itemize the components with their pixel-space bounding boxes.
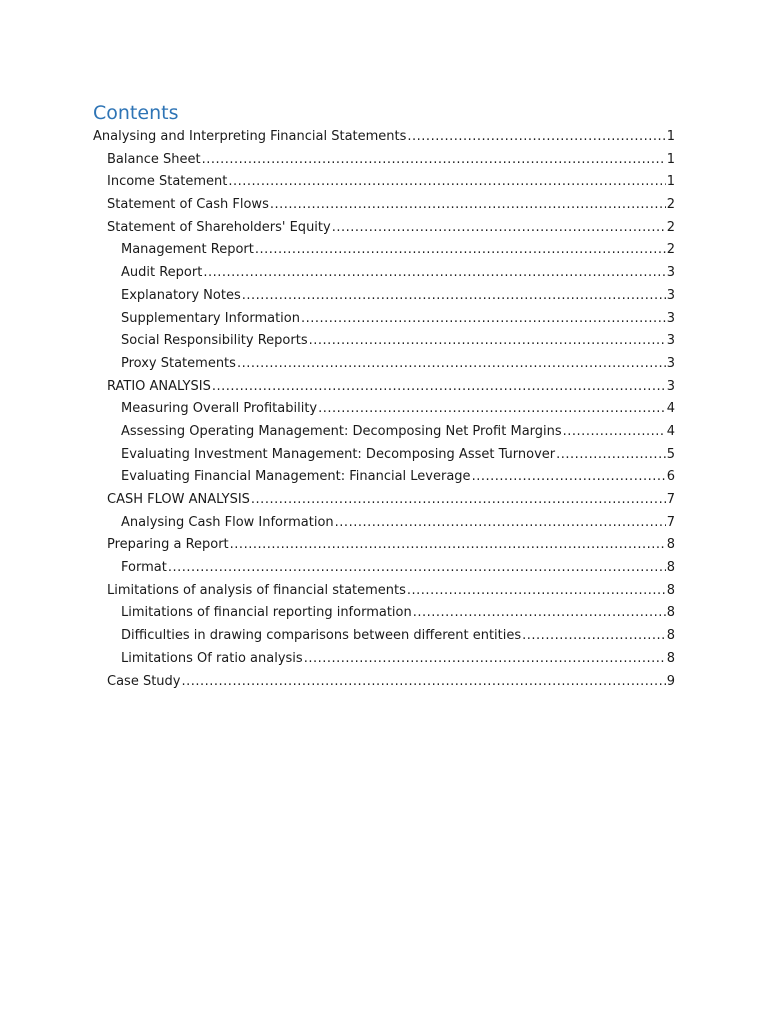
- toc-leader-dots: [242, 285, 666, 308]
- toc-entry-title: Case Study: [107, 673, 181, 689]
- toc-leader-dots: [237, 353, 666, 376]
- toc-list: [93, 126, 675, 693]
- toc-leader-dots: [318, 398, 666, 421]
- toc-page-number: 9: [666, 673, 675, 689]
- toc-page-number: 2: [666, 219, 675, 235]
- toc-entry[interactable]: [93, 625, 675, 648]
- toc-entry-title: Assessing Operating Management: Decomposing Net Profit Margins: [121, 423, 562, 439]
- toc-entry[interactable]: [93, 489, 675, 512]
- toc-page-number: 4: [666, 401, 675, 417]
- toc-leader-dots: [472, 466, 666, 489]
- toc-page-number: 8: [666, 605, 675, 621]
- toc-page-number: 3: [666, 378, 675, 394]
- toc-entry-title: Proxy Statements: [121, 355, 236, 371]
- toc-page-number: 3: [666, 265, 675, 281]
- toc-leader-dots: [301, 308, 666, 331]
- toc-page-number: 3: [666, 355, 675, 371]
- toc-entry-title: Limitations Of ratio analysis: [121, 650, 303, 666]
- toc-entry-title: Evaluating Financial Management: Financial Leverage: [121, 469, 471, 485]
- toc-page-number: 1: [666, 129, 675, 144]
- toc-page-number: 4: [666, 423, 675, 439]
- toc-entry-title: Analysing and Interpreting Financial Statements: [93, 129, 407, 144]
- toc-entry-title: Limitations of financial reporting information: [121, 605, 412, 621]
- toc-entry-title: Income Statement: [107, 174, 228, 190]
- toc-entry-title: CASH FLOW ANALYSIS: [107, 492, 250, 507]
- toc-entry[interactable]: [93, 534, 675, 557]
- toc-leader-dots: [228, 171, 665, 194]
- toc-page-number: 5: [666, 446, 675, 462]
- toc-leader-dots: [304, 648, 666, 671]
- toc-leader-dots: [168, 557, 666, 580]
- toc-page-number: 7: [666, 514, 675, 530]
- toc-page-number: 3: [666, 310, 675, 326]
- toc-leader-dots: [563, 421, 666, 444]
- document-page: [93, 100, 675, 693]
- toc-entry-title: Explanatory Notes: [121, 287, 241, 303]
- toc-entry-title: Management Report: [121, 242, 254, 258]
- toc-entry-title: Audit Report: [121, 265, 203, 281]
- toc-page-number: 1: [666, 151, 675, 167]
- toc-entry[interactable]: [93, 353, 675, 376]
- toc-entry[interactable]: [93, 580, 675, 603]
- toc-leader-dots: [270, 194, 666, 217]
- toc-leader-dots: [309, 330, 666, 353]
- toc-entry[interactable]: [93, 308, 675, 331]
- toc-page-number: 8: [666, 537, 675, 553]
- toc-entry[interactable]: [93, 444, 675, 467]
- toc-entry-title: Difficulties in drawing comparisons between different entities: [121, 628, 522, 644]
- toc-entry[interactable]: [93, 285, 675, 308]
- toc-entry[interactable]: [93, 171, 675, 194]
- toc-entry[interactable]: [93, 648, 675, 671]
- toc-page-number: 8: [666, 650, 675, 666]
- toc-entry[interactable]: [93, 330, 675, 353]
- toc-page-number: 3: [666, 333, 675, 349]
- toc-entry-title: RATIO ANALYSIS: [107, 378, 211, 394]
- toc-entry[interactable]: [93, 421, 675, 444]
- toc-entry[interactable]: [93, 512, 675, 535]
- toc-entry[interactable]: [93, 239, 675, 262]
- toc-leader-dots: [212, 376, 666, 399]
- toc-entry-title: Balance Sheet: [107, 151, 201, 167]
- toc-leader-dots: [332, 217, 666, 240]
- toc-entry[interactable]: [93, 376, 675, 399]
- toc-leader-dots: [407, 126, 665, 149]
- toc-leader-dots: [556, 444, 666, 467]
- toc-page-number: 8: [666, 628, 675, 644]
- toc-entry-title: Statement of Cash Flows: [107, 197, 269, 213]
- toc-leader-dots: [230, 534, 666, 557]
- toc-entry[interactable]: [93, 262, 675, 285]
- toc-entry[interactable]: [93, 398, 675, 421]
- toc-heading: Contents: [93, 102, 179, 124]
- toc-leader-dots: [335, 512, 666, 535]
- toc-leader-dots: [255, 239, 666, 262]
- toc-entry[interactable]: [93, 126, 675, 149]
- toc-leader-dots: [202, 149, 666, 172]
- toc-page-number: 2: [666, 197, 675, 213]
- toc-entry-title: Statement of Shareholders' Equity: [107, 219, 331, 235]
- toc-entry-title: Evaluating Investment Management: Decomposing Asset Turnover: [121, 446, 556, 462]
- toc-entry-title: Social Responsibility Reports: [121, 333, 308, 349]
- toc-entry-title: Measuring Overall Profitability: [121, 401, 318, 417]
- toc-leader-dots: [181, 671, 665, 694]
- toc-leader-dots: [251, 489, 666, 512]
- toc-entry[interactable]: [93, 217, 675, 240]
- toc-entry[interactable]: [93, 194, 675, 217]
- toc-leader-dots: [407, 580, 666, 603]
- toc-page-number: 6: [666, 469, 675, 485]
- toc-entry-title: Limitations of analysis of financial statements: [107, 582, 406, 598]
- toc-entry[interactable]: [93, 466, 675, 489]
- toc-entry[interactable]: [93, 149, 675, 172]
- toc-page-number: 2: [666, 242, 675, 258]
- toc-page-number: 1: [666, 174, 675, 190]
- toc-page-number: 8: [666, 560, 675, 576]
- toc-page-number: 7: [666, 492, 675, 507]
- toc-entry-title: Analysing Cash Flow Information: [121, 514, 334, 530]
- toc-entry-title: Supplementary Information: [121, 310, 300, 326]
- toc-entry[interactable]: [93, 671, 675, 694]
- toc-entry-title: Preparing a Report: [107, 537, 229, 553]
- toc-page-number: 8: [666, 582, 675, 598]
- toc-entry[interactable]: [93, 557, 675, 580]
- toc-entry-title: Format: [121, 560, 167, 576]
- toc-leader-dots: [413, 602, 666, 625]
- toc-entry[interactable]: [93, 602, 675, 625]
- toc-leader-dots: [203, 262, 665, 285]
- toc-leader-dots: [522, 625, 666, 648]
- toc-page-number: 3: [666, 287, 675, 303]
